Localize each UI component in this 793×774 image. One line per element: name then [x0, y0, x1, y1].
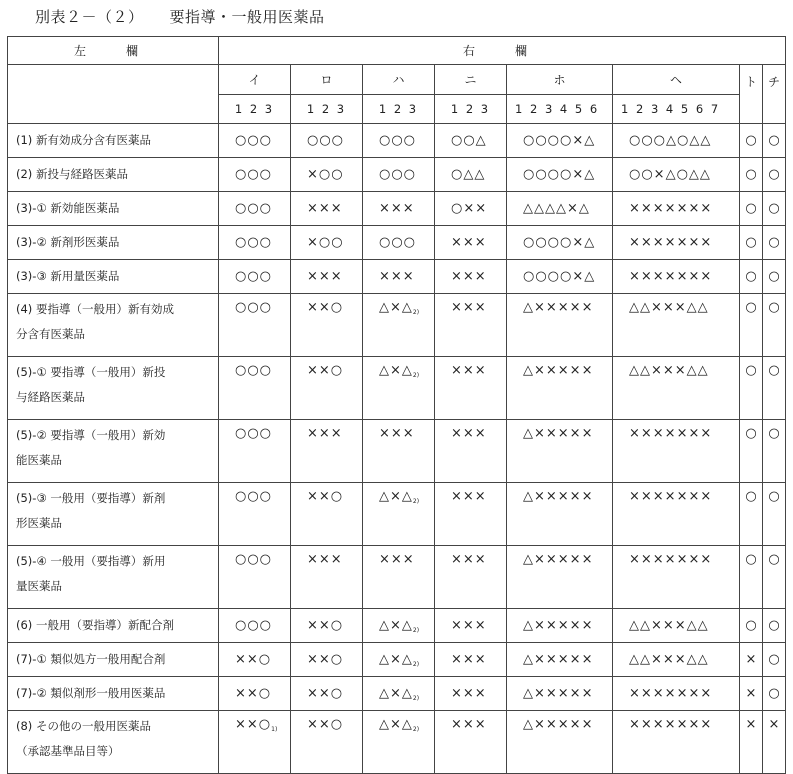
row-label-line1: (5)-③ 一般用（要指導）新剤	[16, 491, 166, 505]
row-label	[8, 643, 219, 677]
row-label-line2: 量医薬品	[16, 579, 62, 593]
footnote-mark: 2)	[412, 726, 420, 733]
cell-value: ○○○	[235, 201, 273, 216]
table-row	[8, 609, 786, 643]
cell-ni	[435, 420, 507, 483]
cell-value: ○○○△○△△	[629, 133, 712, 148]
col-ro: ロ	[291, 65, 363, 95]
header-row	[8, 37, 786, 65]
cell-he	[613, 420, 740, 483]
cell-value: △×△	[379, 617, 413, 633]
cell-value: ○○○	[235, 552, 273, 567]
row-label-line1: (3)-③ 新用量医薬品	[16, 269, 120, 283]
cell-value: △×××××	[523, 652, 594, 667]
cell-value: ○○○	[379, 167, 417, 182]
col-ni: ニ	[435, 65, 507, 95]
cell-value: ×××	[451, 618, 487, 633]
row-label-line1: (3)-① 新効能医薬品	[16, 201, 120, 215]
cell-he	[613, 609, 740, 643]
cell-value: ×××	[307, 552, 343, 567]
cell-to: ○	[740, 192, 763, 226]
cell-value: ××○	[235, 652, 272, 667]
cell-ni	[435, 158, 507, 192]
row-label-line1: (3)-② 新剤形医薬品	[16, 235, 120, 249]
cell-ha	[363, 483, 435, 546]
cell-ho	[507, 643, 613, 677]
cell-value: ×××	[451, 363, 487, 378]
footnote-mark: 2)	[412, 309, 420, 316]
cell-value: △×××××	[523, 618, 594, 633]
cell-value: ×××	[451, 652, 487, 667]
footnote-mark: 2)	[412, 694, 420, 702]
footnote-mark: 1)	[271, 726, 278, 733]
page-title	[35, 6, 325, 27]
table-row	[8, 294, 786, 357]
cell-value: ×××	[451, 552, 487, 567]
table-row	[8, 226, 786, 260]
cell-value: ×××	[379, 426, 415, 441]
cell-value: △△×××△△	[629, 300, 709, 315]
cell-ha	[363, 677, 435, 711]
row-label-line1: (5)-① 要指導（一般用）新投	[16, 365, 166, 379]
row-label-line2: （承認基準品目等）	[16, 744, 120, 758]
cell-value: ×××××××	[629, 686, 713, 701]
cell-ni	[435, 294, 507, 357]
cell-ho	[507, 677, 613, 711]
cell-i	[219, 124, 291, 158]
row-label-line1: (5)-② 要指導（一般用）新効	[16, 428, 166, 442]
cell-ro	[291, 546, 363, 609]
cell-value: △×××××	[523, 552, 594, 567]
cell-value: ×××	[451, 269, 487, 284]
cell-value: ×××	[451, 686, 487, 701]
table-row	[8, 192, 786, 226]
cell-ro	[291, 226, 363, 260]
table-row	[8, 357, 786, 420]
numbers-ro: 1 2 3	[291, 95, 363, 124]
cell-value: ○○○	[235, 300, 273, 315]
cell-value: △×××××	[523, 300, 594, 315]
cell-ni	[435, 483, 507, 546]
row-label	[8, 483, 219, 546]
table-row	[8, 643, 786, 677]
cell-ha	[363, 357, 435, 420]
table-row	[8, 546, 786, 609]
cell-chi: ○	[763, 420, 786, 483]
cell-he	[613, 643, 740, 677]
cell-value: ○○○	[307, 133, 345, 148]
numbers-ha: 1 2 3	[363, 95, 435, 124]
table-row	[8, 124, 786, 158]
cell-chi: ○	[763, 226, 786, 260]
cell-value: △×××××	[523, 489, 594, 504]
cell-i	[219, 158, 291, 192]
footnote-mark: 2)	[412, 626, 420, 634]
cell-i	[219, 294, 291, 357]
cell-ro	[291, 420, 363, 483]
row-label	[8, 158, 219, 192]
left-column-header: 左 欄	[8, 37, 219, 65]
cell-ha	[363, 546, 435, 609]
cell-ro	[291, 124, 363, 158]
cell-chi: ○	[763, 483, 786, 546]
col-ho: ホ	[507, 65, 613, 95]
cell-to: ○	[740, 158, 763, 192]
cell-ho	[507, 158, 613, 192]
cell-i	[219, 226, 291, 260]
cell-value: ×××	[307, 201, 343, 216]
cell-value: ○××	[451, 201, 488, 216]
table-number: 別表２－（２）	[35, 8, 144, 26]
cell-he	[613, 124, 740, 158]
col-he: ヘ	[613, 65, 740, 95]
table-row	[8, 158, 786, 192]
table-name: 要指導・一般用医薬品	[169, 8, 325, 26]
cell-ro	[291, 357, 363, 420]
cell-to: ○	[740, 420, 763, 483]
cell-chi: ○	[763, 609, 786, 643]
cell-ha	[363, 609, 435, 643]
cell-ho	[507, 483, 613, 546]
cell-he	[613, 158, 740, 192]
footnote-mark: 2)	[412, 372, 420, 379]
cell-value: ○○○	[235, 269, 273, 284]
col-i: イ	[219, 65, 291, 95]
cell-he	[613, 260, 740, 294]
cell-he	[613, 677, 740, 711]
cell-value: ○△△	[451, 167, 486, 182]
cell-value: ××○	[307, 300, 344, 315]
cell-ho	[507, 226, 613, 260]
cell-value: △×△	[379, 685, 413, 701]
cell-value: △×××××	[523, 426, 594, 441]
row-label-line2: 与経路医薬品	[16, 390, 85, 404]
cell-value: ×××	[307, 269, 343, 284]
col-to: ト	[740, 65, 763, 124]
cell-i	[219, 643, 291, 677]
cell-i	[219, 546, 291, 609]
cell-value: △×△	[379, 300, 413, 315]
subcolumn-row	[8, 65, 786, 95]
numbers-ho: 1 2 3 4 5 6	[507, 95, 613, 124]
row-label-line1: (7)-① 類似処方一般用配合剤	[16, 652, 166, 666]
cell-value: ○○○○×△	[523, 235, 596, 250]
cell-to: ○	[740, 609, 763, 643]
cell-i	[219, 357, 291, 420]
cell-value: ×××	[379, 269, 415, 284]
cell-value: ×××	[379, 201, 415, 216]
cell-value: ×××	[451, 717, 487, 732]
cell-ni	[435, 124, 507, 158]
cell-ho	[507, 420, 613, 483]
cell-i	[219, 260, 291, 294]
cell-ni	[435, 192, 507, 226]
row-label	[8, 546, 219, 609]
row-label-line1: (1) 新有効成分含有医薬品	[16, 133, 151, 147]
cell-value: ×××	[451, 426, 487, 441]
cell-value: ○○○	[235, 133, 273, 148]
row-label-line2: 能医薬品	[16, 453, 62, 467]
cell-value: ×××	[451, 300, 487, 315]
cell-value: ×××××××	[629, 269, 713, 284]
cell-to: ×	[740, 677, 763, 711]
cell-value: ×××	[379, 552, 415, 567]
cell-ho	[507, 260, 613, 294]
cell-value: ×××	[451, 235, 487, 250]
footnote-mark: 2)	[412, 498, 420, 505]
cell-to: ×	[740, 711, 763, 774]
cell-value: ×××	[307, 426, 343, 441]
cell-he	[613, 192, 740, 226]
table-row	[8, 260, 786, 294]
cell-i	[219, 420, 291, 483]
cell-value: ×××××××	[629, 235, 713, 250]
cell-chi: ○	[763, 192, 786, 226]
table-row	[8, 483, 786, 546]
cell-he	[613, 226, 740, 260]
cell-value: ××○	[307, 618, 344, 633]
right-column-header: 右 欄	[219, 37, 786, 65]
row-label-line1: (4) 要指導（一般用）新有効成	[16, 302, 174, 316]
cell-ho	[507, 124, 613, 158]
cell-ha	[363, 643, 435, 677]
cell-to: ○	[740, 483, 763, 546]
cell-ha	[363, 158, 435, 192]
row-label-line1: (2) 新投与経路医薬品	[16, 167, 128, 181]
cell-ro	[291, 260, 363, 294]
row-label	[8, 357, 219, 420]
footnote-mark: 2)	[412, 660, 420, 668]
cell-ho	[507, 192, 613, 226]
cell-value: ××○	[307, 686, 344, 701]
cell-chi: ○	[763, 357, 786, 420]
cell-value: ○○○	[235, 489, 273, 504]
cell-ha	[363, 294, 435, 357]
cell-value: △×△	[379, 489, 413, 504]
cell-value: ××○	[235, 686, 272, 701]
cell-ni	[435, 260, 507, 294]
cell-value: ○○○○×△	[523, 133, 596, 148]
row-label	[8, 124, 219, 158]
cell-value: ○○○	[235, 618, 273, 633]
row-label	[8, 226, 219, 260]
row-label	[8, 677, 219, 711]
cell-value: ×××××××	[629, 717, 713, 732]
cell-value: ×○○	[307, 167, 344, 182]
cell-value: ×××××××	[629, 552, 713, 567]
cell-value: ×○○	[307, 235, 344, 250]
row-label	[8, 420, 219, 483]
cell-value: △×××××	[523, 686, 594, 701]
cell-value: △×△	[379, 651, 413, 667]
cell-ro	[291, 609, 363, 643]
cell-ni	[435, 546, 507, 609]
cell-chi: ○	[763, 643, 786, 677]
cell-value: ○○○○×△	[523, 167, 596, 182]
table-row	[8, 677, 786, 711]
cell-ho	[507, 357, 613, 420]
cell-he	[613, 483, 740, 546]
row-label	[8, 192, 219, 226]
cell-ho	[507, 546, 613, 609]
cell-to: ○	[740, 260, 763, 294]
cell-ro	[291, 158, 363, 192]
row-label	[8, 294, 219, 357]
cell-ro	[291, 643, 363, 677]
cell-he	[613, 357, 740, 420]
cell-i	[219, 609, 291, 643]
row-label-line1: (7)-② 類似剤形一般用医薬品	[16, 686, 166, 700]
cell-ro	[291, 294, 363, 357]
numbers-he: 1 2 3 4 5 6 7	[613, 95, 740, 124]
cell-to: ○	[740, 546, 763, 609]
cell-value: ○○○	[235, 426, 273, 441]
cell-ni	[435, 677, 507, 711]
cell-i	[219, 677, 291, 711]
cell-i	[219, 483, 291, 546]
row-label	[8, 260, 219, 294]
cell-ho	[507, 609, 613, 643]
row-label-line1: (5)-④ 一般用（要指導）新用	[16, 554, 166, 568]
cell-ha	[363, 192, 435, 226]
cell-to: ○	[740, 226, 763, 260]
cell-ni	[435, 226, 507, 260]
cell-ro	[291, 483, 363, 546]
cell-chi: ○	[763, 546, 786, 609]
cell-he	[613, 546, 740, 609]
cell-to: ○	[740, 357, 763, 420]
cell-chi: ○	[763, 260, 786, 294]
cell-value: ○○○○×△	[523, 269, 596, 284]
cell-value: ○○○	[235, 235, 273, 250]
row-label-line2: 形医薬品	[16, 516, 62, 530]
cell-value: ○○×△○△△	[629, 167, 711, 182]
cell-value: ××○	[307, 652, 344, 667]
cell-ha	[363, 420, 435, 483]
cell-value: △×××××	[523, 363, 594, 378]
row-label	[8, 609, 219, 643]
cell-chi: ×	[763, 711, 786, 774]
cell-value: ○○○	[379, 235, 417, 250]
cell-ha	[363, 226, 435, 260]
numbers-ni: 1 2 3	[435, 95, 507, 124]
cell-value: ××○	[307, 489, 344, 504]
row-label-line2: 分含有医薬品	[16, 327, 85, 341]
cell-value: △△×××△△	[629, 618, 709, 633]
cell-value: ○○△	[451, 133, 487, 148]
cell-value: △×△	[379, 363, 413, 378]
numbers-i: 1 2 3	[219, 95, 291, 124]
cell-ha	[363, 260, 435, 294]
col-ha: ハ	[363, 65, 435, 95]
cell-to: ×	[740, 643, 763, 677]
cell-value: △△×××△△	[629, 652, 709, 667]
cell-value: △△△△×△	[523, 201, 590, 216]
cell-value: ××○	[307, 717, 344, 732]
cell-i	[219, 192, 291, 226]
cell-ro	[291, 677, 363, 711]
cell-ni	[435, 357, 507, 420]
cell-value: ×××××××	[629, 426, 713, 441]
cell-ro	[291, 192, 363, 226]
cell-value: ××○	[307, 363, 344, 378]
cell-to: ○	[740, 124, 763, 158]
cell-value: ×××	[451, 489, 487, 504]
cell-value: ○○○	[235, 167, 273, 182]
cell-ho	[507, 294, 613, 357]
cell-chi: ○	[763, 677, 786, 711]
cell-value: ○○○	[379, 133, 417, 148]
cell-chi: ○	[763, 124, 786, 158]
cell-value: △×△	[379, 717, 413, 732]
row-label-line1: (8) その他の一般用医薬品	[16, 719, 151, 733]
cell-to: ○	[740, 294, 763, 357]
cell-chi: ○	[763, 158, 786, 192]
approval-table	[7, 36, 786, 774]
cell-ha	[363, 124, 435, 158]
cell-value: ×××××××	[629, 489, 713, 504]
cell-he	[613, 294, 740, 357]
cell-value: ××○	[235, 717, 272, 732]
cell-value: ×××××××	[629, 201, 713, 216]
cell-value: △×××××	[523, 717, 594, 732]
row-label-line1: (6) 一般用（要指導）新配合剤	[16, 618, 174, 632]
cell-ni	[435, 609, 507, 643]
cell-ni	[435, 643, 507, 677]
cell-value: △△×××△△	[629, 363, 709, 378]
cell-value: ○○○	[235, 363, 273, 378]
col-chi: チ	[763, 65, 786, 124]
cell-chi: ○	[763, 294, 786, 357]
blank-header-cell	[8, 65, 219, 124]
table-row	[8, 420, 786, 483]
